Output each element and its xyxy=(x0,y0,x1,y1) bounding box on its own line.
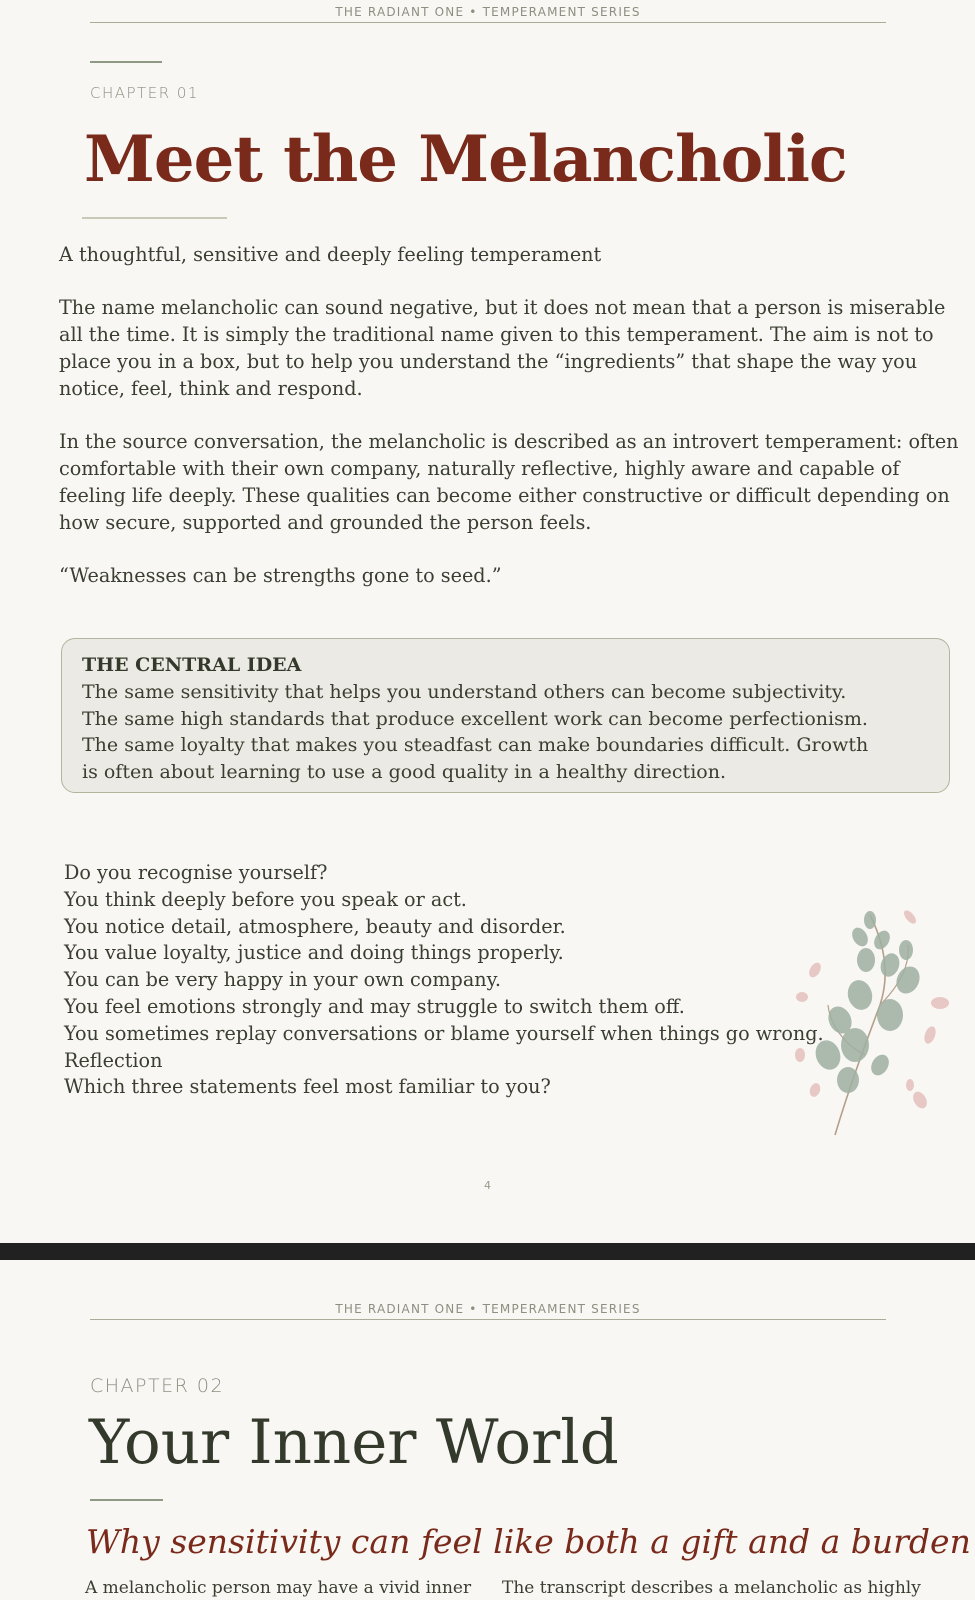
chapter-label: CHAPTER 02 xyxy=(90,1375,225,1397)
page-separator xyxy=(0,1243,975,1260)
list-item: You think deeply before you speak or act. xyxy=(64,887,467,911)
body-paragraph-1 xyxy=(59,294,959,402)
chapter-title: Meet the Melancholic xyxy=(84,122,847,197)
chapter-subtitle: Why sensitivity can feel like both a gift and a burden xyxy=(86,1522,971,1561)
column-left-text: A melancholic person may have a vivid inner xyxy=(85,1578,472,1598)
list-item: You can be very happy in your own company. xyxy=(64,968,502,992)
paragraph-text: In the source conversation, the melancholic is described as an introvert temperament: often comfortable with their own company, naturally reflective, highly aware and capable of feeling life deeply. These qualities can become either constructive or difficult depending on how secure, supported and grounded the person feels. xyxy=(59,430,959,534)
list-item: Which three statements feel most familiar to you? xyxy=(64,1075,551,1099)
chapter-label: CHAPTER 01 xyxy=(90,84,199,102)
running-head: THE RADIANT ONE • TEMPERAMENT SERIES xyxy=(90,5,886,23)
list-item: You sometimes replay conversations or blame yourself when things go wrong. xyxy=(64,1021,824,1045)
title-accent-rule xyxy=(90,1499,163,1501)
quote-text xyxy=(59,562,959,589)
lead-text: A thoughtful, sensitive and deeply feeling temperament xyxy=(59,243,602,266)
list-item: You notice detail, atmosphere, beauty and disorder. xyxy=(64,914,566,938)
list-item: You feel emotions strongly and may struggle to switch them off. xyxy=(64,994,685,1018)
page-number: 4 xyxy=(484,1179,491,1192)
running-head: THE RADIANT ONE • TEMPERAMENT SERIES xyxy=(90,1302,886,1320)
recognition-list xyxy=(64,860,824,1101)
list-item: Do you recognise yourself? xyxy=(64,861,328,884)
body-paragraph-2 xyxy=(59,428,959,536)
chapter-accent-rule xyxy=(90,61,162,63)
paragraph-text: The name melancholic can sound negative, but it does not mean that a person is miserable all the time. It is simply the traditional name given to this temperament. The aim is not to place you in a box, but to help you understand the “ingredients” that shape the way you notice, feel, think and respond. xyxy=(59,296,946,400)
list-item: Reflection xyxy=(64,1048,163,1072)
chapter-title: Your Inner World xyxy=(89,1407,619,1478)
central-idea-callout xyxy=(61,638,950,793)
title-underline xyxy=(82,217,227,219)
list-item: You value loyalty, justice and doing things properly. xyxy=(64,941,564,965)
callout-body: The same sensitivity that helps you understand others can become subjectivity. The same high standards that produce excellent work can become perfectionism. The same loyalty that makes you steadfast can make boundaries difficult. Growth is often about learning to use a good quality in a healthy direction. xyxy=(82,681,869,783)
quote: “Weaknesses can be strengths gone to seed.” xyxy=(59,564,502,587)
eucalyptus-illustration xyxy=(790,905,960,1145)
callout-title: THE CENTRAL IDEA xyxy=(82,654,302,676)
column-right-text: The transcript describes a melancholic as highly xyxy=(502,1578,921,1598)
